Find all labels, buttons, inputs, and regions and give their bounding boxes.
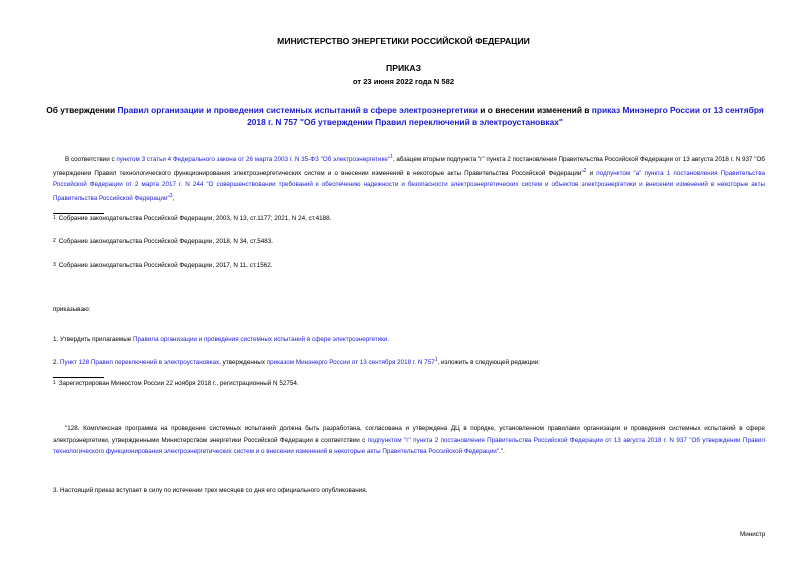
intro-link-decree[interactable]: подпунктом "а" пункта 1 постановления Правительства Российской Федерации от 2 марта 2017 г. N 244 "О совершенствовании требований к обеспечению надежности и безопасности электроэнергетических систем и объектов электроэнергетики и внесении изменений в некоторые акты Правительства Российской Федерации" — [53, 169, 765, 202]
footnote-ref-4[interactable]: 1 — [434, 357, 438, 363]
item-1-link-rules[interactable]: Правила организации и проведения системных испытаний в сфере электроэнергетики — [133, 336, 388, 343]
item-2-text-1: , утвержденных — [219, 359, 267, 367]
footnote-2-mark: 2 — [53, 238, 56, 244]
item-2-num: 2. — [53, 359, 61, 367]
item-2 — [53, 355, 765, 369]
footnote-3-text: Собрание законодательства Российской Федерации, 2017, N 11, ст.1562. — [57, 262, 273, 269]
footnote-divider-2 — [53, 377, 104, 378]
footnote-1-mark: 1 — [53, 215, 56, 221]
quote-link-decree[interactable]: подпунктом "г" пункта 2 постановления Правительства Российской Федерации от 13 августа 2018 г. N 937 "Об утверждении Правил технологического функционирования электроэнергетических систем и о внесении изменений в некоторые акты Правительства Российской Федерации" — [53, 436, 765, 455]
item-2-text-2: , изложить в следующей редакции: — [437, 359, 541, 367]
ministry-heading: МИНИСТЕРСТВО ЭНЕРГЕТИКИ РОССИЙСКОЙ ФЕДЕРАЦИИ — [277, 36, 530, 46]
title-prefix: Об утверждении — [46, 105, 118, 115]
item-2-link-order[interactable]: приказом Минэнерго России от 13 сентября 2018 г. N 757 — [266, 359, 435, 367]
footnote-4-text: Зарегистрирован Минюстом России 22 ноября 2018 г., регистрационный N 52754. — [57, 380, 299, 387]
intro-link-law[interactable]: пунктом 3 статьи 4 Федерального закона от 26 марта 2003 г. N 35-ФЗ "Об электроэнергетике" — [116, 156, 391, 164]
item-1-end: . — [387, 336, 390, 343]
footnote-1 — [53, 214, 331, 223]
title-link-rules[interactable]: Правил организации и проведения системных испытаний в сфере электроэнергетики — [117, 105, 478, 115]
footnote-2-text: Собрание законодательства Российской Федерации, 2018, N 34, ст.5483. — [57, 238, 273, 245]
title-link-order[interactable]: приказ Минэнерго России от 13 сентября 2018 г. N 757 "Об утверждении Правил переключений в электроустановках" — [247, 105, 764, 127]
intro-paragraph — [53, 152, 765, 204]
document-title — [44, 104, 766, 128]
item-1-text: 1. Утвердить прилагаемые — [53, 336, 133, 343]
footnote-4 — [53, 379, 299, 388]
signature-title: Министр — [740, 531, 766, 538]
date-number: от 23 июня 2022 года N 582 — [352, 77, 455, 86]
quote-text-1: "128. Комплексная программа на проведение системных испытаний должна быть разработана, согласована и утверждена ДЦ в порядке, установленном правилами организации и проведения системных испытаний в сфере электроэнергетики, утвержденными Министерством энергетики Российской Федерации в соответствии с — [53, 425, 765, 444]
item-2-link-point[interactable]: Пункт 128 Правил переключений в электроустановках — [60, 359, 220, 367]
item-3: 3. Настоящий приказ вступает в силу по истечении трех месяцев со дня его официального опубликования. — [53, 487, 368, 494]
item-1 — [53, 334, 765, 346]
quoted-point-128 — [53, 423, 765, 458]
footnote-3-mark: 3 — [53, 262, 56, 268]
intro-text-4: , — [172, 194, 175, 202]
quote-text-2: .". — [499, 448, 505, 455]
footnote-ref-2[interactable]: 2 — [583, 167, 587, 174]
intro-text-1: В соответствии с — [65, 156, 117, 164]
intro-text-3: и — [586, 169, 597, 177]
footnote-ref-1[interactable]: 1 — [390, 154, 393, 160]
intro-text-2: , абзацем вторым подпункта "г" пункта 2 постановления Правительства Российской Федерации от 13 августа 2018 г. N 937 "Об утверждении Правил технологического функционирования электроэнергетических систем и о внесении изменений в некоторые акты Правительства Российской Федерации" — [53, 156, 766, 177]
footnote-4-mark: 1 — [53, 380, 56, 386]
footnote-1-text: Собрание законодательства Российской Федерации, 2003, N 13, ст.1177; 2021, N 24, ст.4188. — [57, 215, 332, 222]
doc-type-heading: ПРИКАЗ — [386, 63, 421, 73]
footnote-3 — [53, 261, 273, 270]
footnote-2 — [53, 237, 273, 246]
order-word: приказываю: — [53, 306, 91, 313]
footnote-ref-3[interactable]: 3 — [169, 192, 173, 199]
title-middle: и о внесении изменений в — [477, 105, 592, 115]
